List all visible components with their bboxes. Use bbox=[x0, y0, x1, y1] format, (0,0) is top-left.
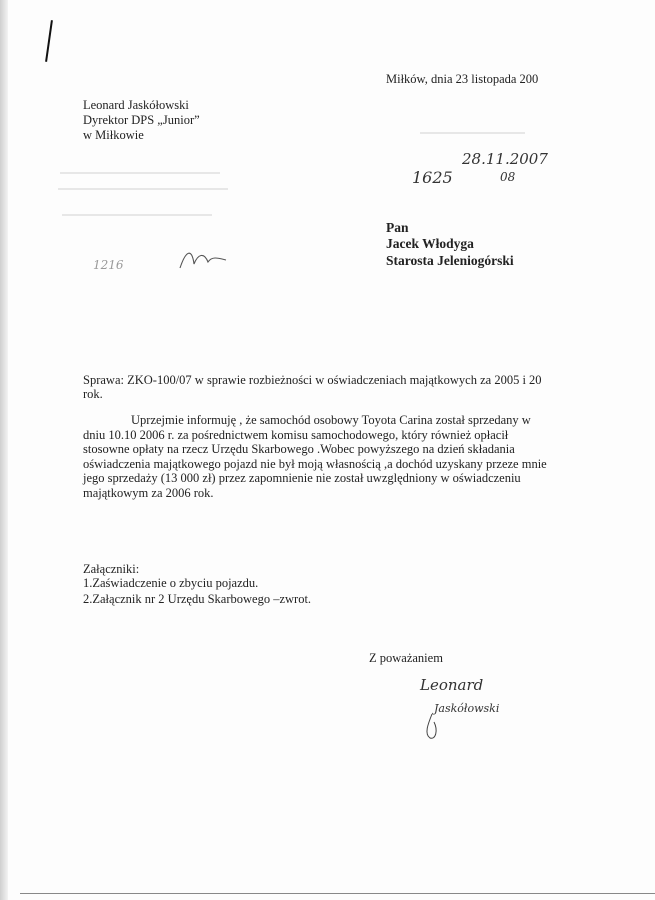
stamp-date: 28.11.2007 bbox=[462, 150, 548, 168]
scan-edge bbox=[0, 0, 8, 900]
initials-scribble bbox=[176, 244, 236, 274]
faint-stamp-line bbox=[62, 214, 212, 216]
body-line: majątkowym za 2006 rok. bbox=[83, 485, 214, 500]
attachment-item: 2.Załącznik nr 2 Urzędu Skarbowego –zwrot. bbox=[83, 592, 312, 606]
body-paragraph bbox=[83, 413, 547, 500]
faint-stamp-line bbox=[420, 132, 525, 134]
attachment-item: 1.Zaświadczenie o zbyciu pojazdu. bbox=[83, 576, 259, 590]
body-line: dniu 10.10 2006 r. za pośrednictwem komisu samochodowego, który również opłacił bbox=[83, 427, 509, 442]
faint-stamp-line bbox=[58, 188, 228, 190]
recipient-name: Jacek Włodyga bbox=[386, 236, 474, 251]
signature-last: Jaskółowski bbox=[434, 702, 500, 715]
recipient-title: Starosta Jeleniogórski bbox=[386, 253, 514, 268]
body-line: oświadczenia majątkowego pojazd nie był moją własnością ,a dochód uzyskany przeze mnie bbox=[83, 456, 547, 471]
sender-name: Leonard Jaskółowski bbox=[83, 98, 189, 112]
body-line: jego sprzedaży (13 000 zł) przez zapomnienie nie został uwzględniony w oświadczeniu bbox=[83, 471, 521, 485]
closing-text: Z poważaniem bbox=[369, 651, 443, 665]
recipient-salutation: Pan bbox=[386, 220, 409, 235]
subject-line-cont: rok. bbox=[83, 387, 103, 401]
place-date: Miłków, dnia 23 listopada 200 bbox=[386, 72, 539, 86]
stamp-number: 1625 bbox=[412, 168, 453, 187]
faint-stamp-line bbox=[60, 172, 220, 174]
body-line: stosowne opłaty na rzecz Urzędu Skarbowego .Wobec powyższego na dzień składania bbox=[83, 442, 515, 456]
stamp-ref: 1216 bbox=[93, 258, 124, 272]
signature-flourish bbox=[418, 712, 448, 742]
signature-first: Leonard bbox=[420, 676, 484, 694]
sender-location: w Miłkowie bbox=[83, 128, 144, 142]
subject-line: Sprawa: ZKO-100/07 w sprawie rozbieżności w oświadczeniach majątkowych za 2005 i 20 bbox=[83, 373, 542, 387]
stamp-extra: 08 bbox=[500, 170, 516, 184]
attachments-heading: Załączniki: bbox=[83, 562, 140, 576]
sender-title: Dyrektor DPS „Junior” bbox=[83, 113, 200, 127]
body-line: Uprzejmie informuję , że samochód osobowy Toyota Carina został sprzedany w bbox=[131, 413, 531, 427]
pen-mark bbox=[45, 20, 53, 62]
scan-bottom-edge bbox=[20, 893, 655, 894]
